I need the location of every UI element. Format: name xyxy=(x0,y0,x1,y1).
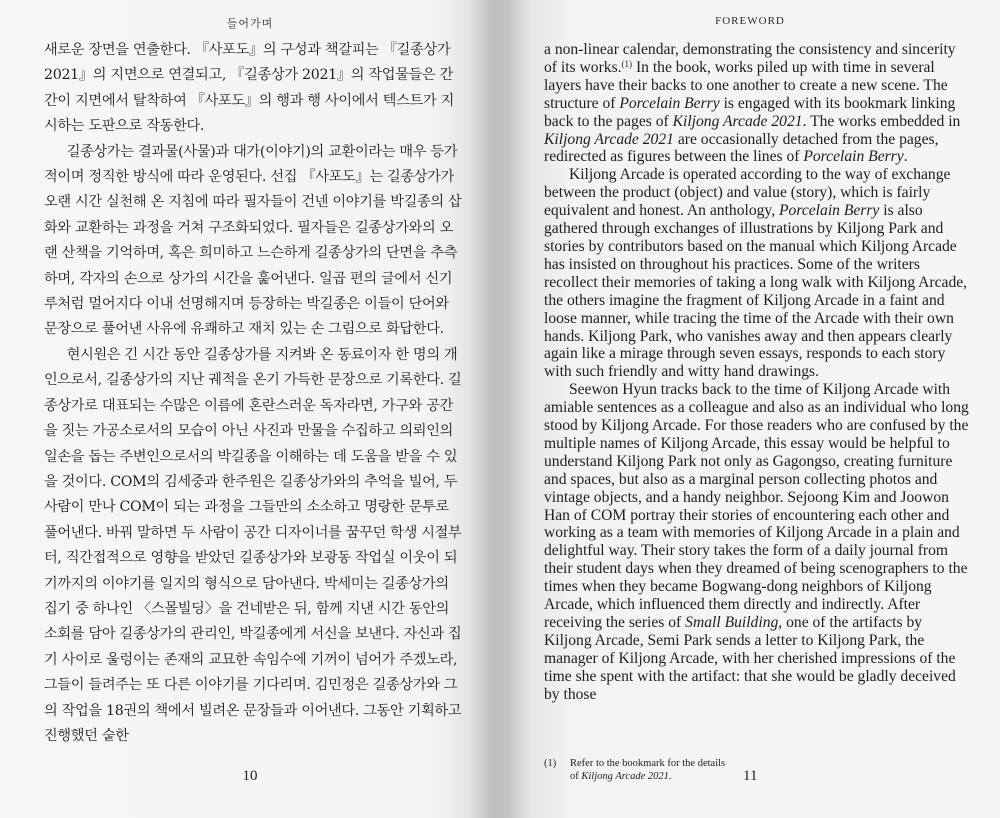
korean-paragraph: 길종상가는 결과물(사물)과 대가(이야기)의 교환이라는 매우 등가적이며 정직한 방식에 따라 운영된다. 선집 『사포도』는 길종상가가 오랜 시간 실천해 온 지침에 따라 필자들이 건넨 이야기를 박길종의 삽화와 교환하는 과정을 거쳐 구조화되었다. 필자들은 길종상가와의 오랜 산책을 기억하며, 혹은 희미하고 느슨하게 길종상가의 단면을 추측하며, 각자의 손으로 상가의 시간을 훑어낸다. 일곱 편의 글에서 신기루처럼 멀어지다 이내 선명해지며 등장하는 박길종은 이들이 단어와 문장으로 풀어낸 사유에 유쾌하고 재치 있는 손 그림으로 화답한다. xyxy=(44,143,462,338)
footnote xyxy=(544,757,734,783)
running-head-english: FOREWORD xyxy=(715,15,785,27)
english-paragraph: Seewon Hyun tracks back to the time of Kiljong Arcade with amiable sentences as a colleague and also as an individual who long stood by Kiljong Arcade. For those readers who are confused by the multiple names of Kiljong Arcade, this essay would be helpful to understand Kiljong Park not only as Gagongso, creating furniture and spaces, but also as a marginal person collecting photos and vintage objects, and a handy neighbor. Sejoong Kim and Joowon Han of COM portray their stories of encountering each other and working as a team with memories of Kiljong Arcade in a plain and delightful way. Their story takes the form of a daily journal from their student days when they dreamed of being scenographers to the times when they became Bogwang-dong neighbors of Kiljong Arcade, which influenced them directly and indirectly. After receiving the series of Small Building, one of the artifacts by Kiljong Arcade, Semi Park sends a letter to Kiljong Park, the manager of Kiljong Arcade, with her cherished impressions of the time she spent with the artifact: that she would be gladly deceived by those xyxy=(544,381,969,703)
english-paragraph: Kiljong Arcade is operated according to the way of exchange between the product (object) and value (story), which is fairly equivalent and honest. An anthology, Porcelain Berry is also gathered through exchanges of illustrations by Kiljong Park and stories by contributors based on the manual which Kiljong Arcade has insisted on throughout his practices. Some of the writers recollect their memories of taking a long walk with Kiljong Arcade, the others imagine the fragment of Kiljong Arcade in a faint and loose manner, while tracing the time of the Arcade with their own hands. Kiljong Park, who vanishes away and then appears clearly again like a mirage through seven essays, responds to each story with such friendly and witty hand drawings. xyxy=(544,166,968,381)
korean-body-text xyxy=(44,38,464,749)
page-number-left: 10 xyxy=(242,768,258,784)
footnote-mark: (1) xyxy=(544,758,557,769)
korean-paragraph: 현시원은 긴 시간 동안 길종상가를 지켜봐 온 동료이자 한 명의 개인으로서, 길종상가의 지난 궤적을 온기 가득한 문장으로 기록한다. 길종상가로 대표되는 수많은 이름에 혼란스러운 독자라면, 가구와 공간을 짓는 가공소로서의 모습이 아닌 사진과 만물을 수집하고 의뢰인의 일손을 돕는 주변인으로서의 박길종을 이해하는 데 도움을 받을 수 있을 것이다. COM의 김세중과 한주원은 길종상가와의 추억을 빌어, 두 사람이 만나 COM이 되는 과정을 그들만의 소소하고 명랑한 문투로 풀어낸다. 바꿔 말하면 두 사람이 공간 디자이너를 꿈꾸던 학생 시절부터, 직간접적으로 영향을 받았던 길종상가와 보광동 작업실 이웃이 되기까지의 이야기를 일지의 형식으로 담아낸다. 박세미는 길종상가의 집기 중 하나인 〈스몰빌딩〉을 건네받은 뒤, 함께 지낸 시간 동안의 소회를 담아 길종상가의 관리인, 박길종에게 서신을 보낸다. 자신과 집기 사이로 울렁이는 존재의 교묘한 속임수에 기꺼이 넘어가 주겠노라, 그들이 들려주는 또 다른 이야기를 기다리며. 김민정은 길종상가와 그의 작업을 18권의 책에서 빌려온 문장들과 이어낸다. 그동안 기획하고 진행했던 숱한 xyxy=(44,346,462,744)
running-head-korean: 들어가며 xyxy=(226,17,274,30)
footnote-text: Refer to the bookmark for the details of Kiljong Arcade 2021. xyxy=(570,758,726,782)
footnote-reference: (1) xyxy=(621,58,633,69)
english-paragraph: a non-linear calendar, demonstrating the consistency and sincerity of its works.$^{(1)}$ In the book, works piled up with time in several layers have their backs to one another to create a new scene. The structure of Porcelain Berry is engaged with its bookmark linking back to the pages of Kiljong Arcade 2021. The works embedded in Kiljong Arcade 2021 are occasionally detached from the pages, redirected as figures between the lines of Porcelain Berry. xyxy=(544,41,961,166)
english-body-text xyxy=(544,41,970,704)
korean-paragraph: 새로운 장면을 연출한다. 『사포도』의 구성과 책갈피는 『길종상가 2021』의 지면으로 연결되고, 『길종상가 2021』의 작업물들은 간간이 지면에서 탈착하여 『사포도』의 행과 행 사이에서 텍스트가 지시하는 도판으로 작동한다. xyxy=(44,42,454,135)
page-number-right: 11 xyxy=(743,768,758,784)
right-page xyxy=(500,0,1000,818)
